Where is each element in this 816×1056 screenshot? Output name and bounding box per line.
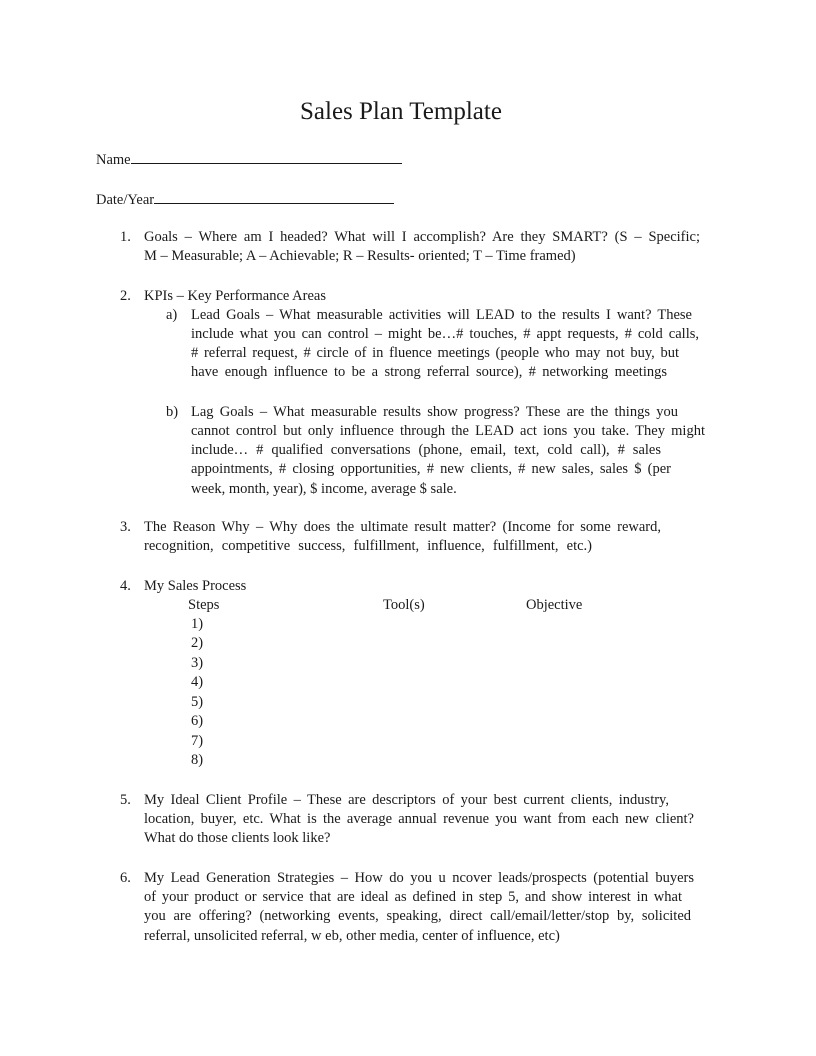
subitem-a-line-4: have enough influence to be a strong referral source), # networking meetings xyxy=(191,364,667,380)
section-2-line-1: KPIs – Key Performance Areas xyxy=(144,288,327,304)
subitem-b-line-5: week, month, year), $ income, average $ sale. xyxy=(191,481,457,497)
section-5-line-1: My Ideal Client Profile – These are descriptors of your best current clients, industry, xyxy=(144,792,669,808)
subitem-a-letter: a) xyxy=(166,307,178,323)
step-item: 1) xyxy=(191,616,204,632)
step-item: 2) xyxy=(191,635,204,651)
section-6-line-4: referral, unsolicited referral, w eb, other media, center of influence, etc) xyxy=(144,928,560,944)
table-header-steps: Steps xyxy=(188,597,220,613)
section-3-line-1: The Reason Why – Why does the ultimate result matter? (Income for some reward, xyxy=(144,519,661,535)
subitem-b-line-2: cannot control but only influence through the LEAD act ions you take. They might xyxy=(191,423,705,439)
section-1-line-1: Goals – Where am I headed? What will I accomplish? Are they SMART? (S – Specific; xyxy=(144,229,700,245)
name-field[interactable] xyxy=(96,149,402,170)
section-6-number: 6. xyxy=(120,870,131,886)
section-5-line-3: What do those clients look like? xyxy=(144,830,331,846)
name-underline xyxy=(131,149,402,164)
subitem-a-line-3: # referral request, # circle of in fluence meetings (people who may not buy, but xyxy=(191,345,679,361)
section-6-line-1: My Lead Generation Strategies – How do you u ncover leads/prospects (potential buyers xyxy=(144,870,694,886)
section-6-line-3: you are offering? (networking events, speaking, direct call/email/letter/stop by, solicited xyxy=(144,908,691,924)
section-1-number: 1. xyxy=(120,229,131,245)
subitem-a-line-2: include what you can control – might be…# touches, # appt requests, # cold calls, xyxy=(191,326,699,342)
step-item: 8) xyxy=(191,752,204,768)
section-4-number: 4. xyxy=(120,578,131,594)
section-5-number: 5. xyxy=(120,792,131,808)
section-5-line-2: location, buyer, etc. What is the average annual revenue you want from each new client? xyxy=(144,811,694,827)
subitem-b-letter: b) xyxy=(166,404,179,420)
date-label: Date/Year xyxy=(96,192,155,208)
date-underline xyxy=(154,189,394,204)
table-header-objective: Objective xyxy=(526,597,583,613)
table-header-tools: Tool(s) xyxy=(383,597,425,613)
subitem-b-line-1: Lag Goals – What measurable results show progress? These are the things you xyxy=(191,404,678,420)
section-1-line-2: M – Measurable; A – Achievable; R – Results- oriented; T – Time framed) xyxy=(144,248,576,264)
name-label: Name xyxy=(96,152,131,168)
step-item: 7) xyxy=(191,733,204,749)
step-item: 3) xyxy=(191,655,204,671)
step-item: 6) xyxy=(191,713,204,729)
section-2-number: 2. xyxy=(120,288,131,304)
subitem-a-line-1: Lead Goals – What measurable activities will LEAD to the results I want? These xyxy=(191,307,692,323)
section-4-line-1: My Sales Process xyxy=(144,578,247,594)
section-6-line-2: of your product or service that are ideal as defined in step 5, and show interest in what xyxy=(144,889,682,905)
section-3-line-2: recognition, competitive success, fulfillment, influence, fulfillment, etc.) xyxy=(144,538,592,554)
section-3-number: 3. xyxy=(120,519,131,535)
subitem-b-line-3: include… # qualified conversations (phone, email, text, cold call), # sales xyxy=(191,442,661,458)
page-title: Sales Plan Template xyxy=(300,98,502,125)
date-field[interactable] xyxy=(96,189,394,210)
step-item: 4) xyxy=(191,674,204,690)
step-item: 5) xyxy=(191,694,204,710)
subitem-b-line-4: appointments, # closing opportunities, # new clients, # new sales, sales $ (per xyxy=(191,461,671,477)
